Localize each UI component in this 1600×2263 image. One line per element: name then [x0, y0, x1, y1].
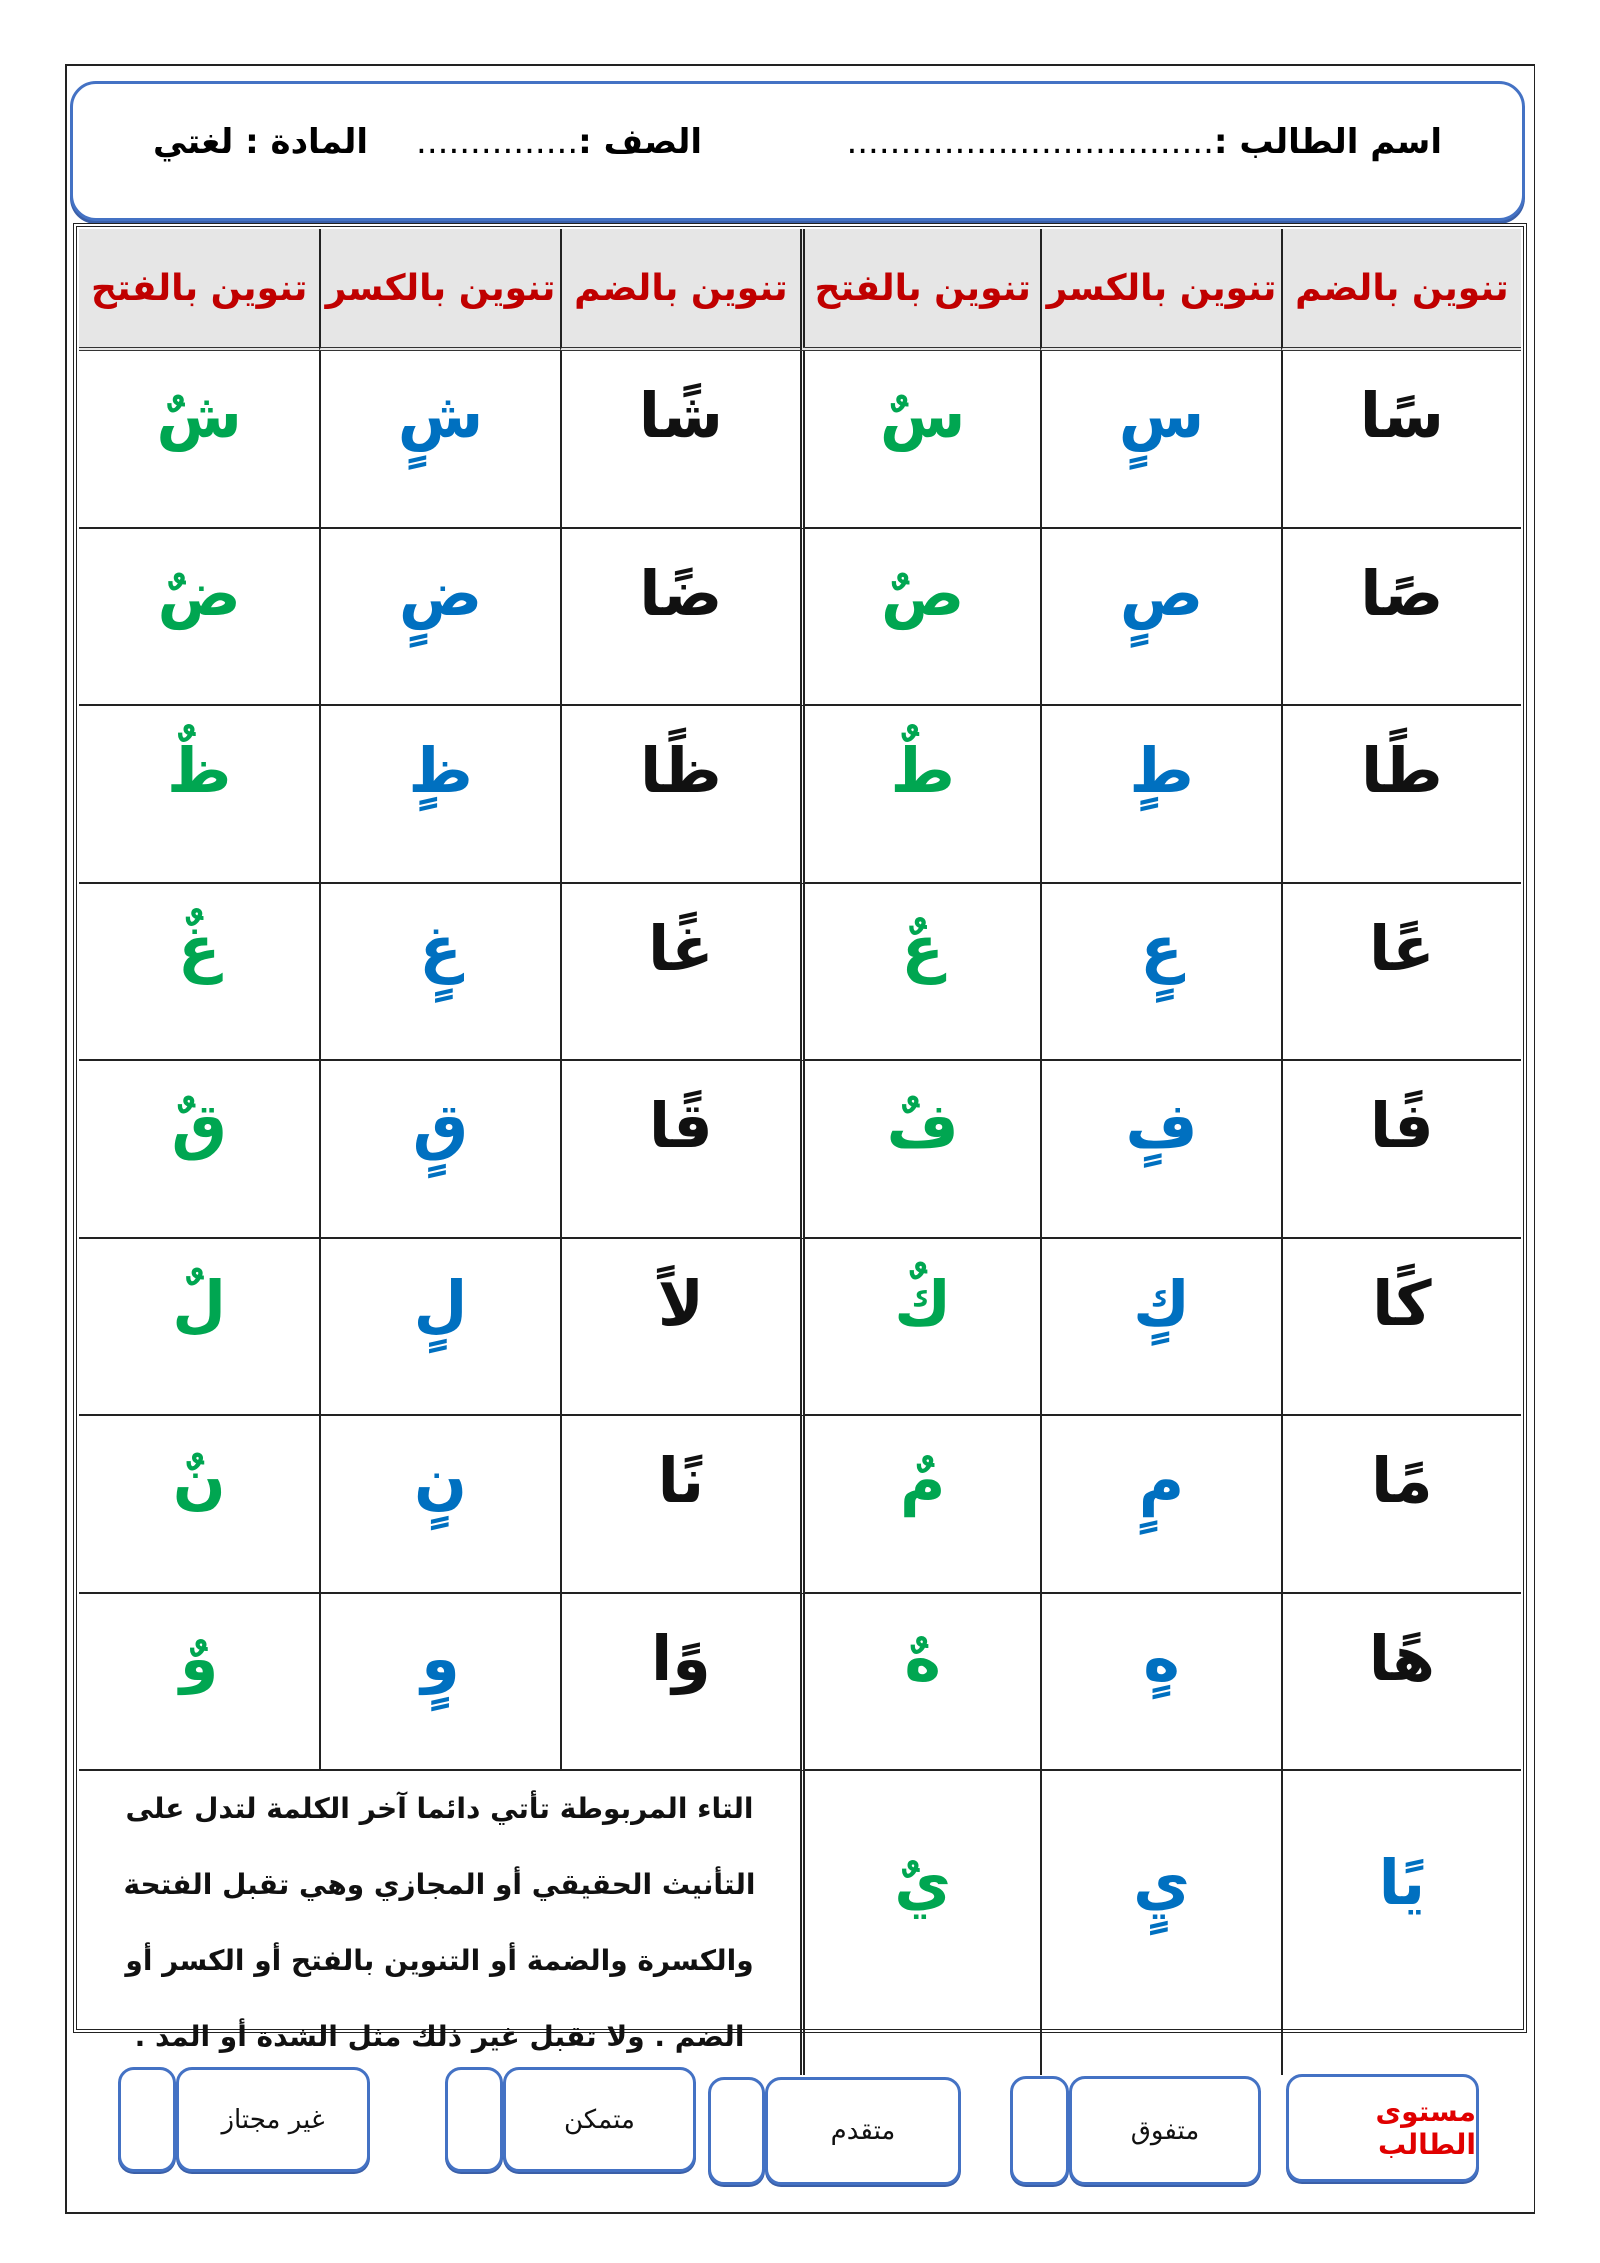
letter-cell: ضٌ: [79, 529, 319, 707]
letter-cell: غٍ: [319, 884, 559, 1062]
student-name-label: اسم الطالب :: [1213, 122, 1442, 162]
column-header: تنوين بالفتح: [79, 229, 319, 351]
letter-cell: لٌ: [79, 1239, 319, 1417]
letter-cell: صٌ: [800, 529, 1040, 707]
letter-cell: مًا: [1281, 1416, 1521, 1594]
letter-cell: ضًا: [560, 529, 800, 707]
letter-cell: نٌ: [79, 1416, 319, 1594]
level-label-advanced: متقدم: [765, 2077, 961, 2185]
letter-cell: سٍ: [1040, 351, 1280, 529]
letter-cell: مٍ: [1040, 1416, 1280, 1594]
student-name-blank[interactable]: ..................................: [846, 122, 1214, 162]
letter-cell: قًا: [560, 1061, 800, 1239]
column-header: تنوين بالضم: [560, 229, 800, 351]
letter-cell: صًا: [1281, 529, 1521, 707]
level-label-proficient: متمكن: [503, 2067, 696, 2172]
letter-cell: مٌ: [800, 1416, 1040, 1594]
letter-cell: قٍ: [319, 1061, 559, 1239]
letter-cell: لٍ: [319, 1239, 559, 1417]
level-checkbox-advanced[interactable]: [708, 2077, 765, 2185]
letter-cell: ظًا: [560, 706, 800, 884]
letter-cell: شٍ: [319, 351, 559, 529]
letter-cell: يٍ: [1040, 1771, 1280, 2075]
letter-cell: طًا: [1281, 706, 1521, 884]
letter-cell: عًا: [1281, 884, 1521, 1062]
letter-cell: هٍ: [1040, 1594, 1280, 1772]
letter-cell: يًا: [1281, 1771, 1521, 2075]
student-name-field[interactable]: [846, 122, 1442, 162]
letter-cell: ظٍ: [319, 706, 559, 884]
subject-field: [153, 122, 368, 162]
letter-cell: صٍ: [1040, 529, 1280, 707]
letter-cell: نٍ: [319, 1416, 559, 1594]
level-label-excellent: متفوق: [1069, 2076, 1261, 2185]
letter-cell: فٌ: [800, 1061, 1040, 1239]
level-checkbox-excellent[interactable]: [1010, 2076, 1069, 2185]
letter-cell: غٌ: [79, 884, 319, 1062]
letter-cell: فٍ: [1040, 1061, 1280, 1239]
letter-cell: كًا: [1281, 1239, 1521, 1417]
letter-cell: شًا: [560, 351, 800, 529]
level-label-not-passed: غير مجتاز: [176, 2067, 370, 2172]
letter-cell: كٌ: [800, 1239, 1040, 1417]
letter-cell: عٍ: [1040, 884, 1280, 1062]
level-checkbox-not-passed[interactable]: [118, 2067, 176, 2172]
class-blank[interactable]: ...............: [416, 122, 579, 162]
letter-cell: غًا: [560, 884, 800, 1062]
letter-cell: وًا: [560, 1594, 800, 1772]
letter-cell: يٌ: [800, 1771, 1040, 2075]
letter-cell: شٌ: [79, 351, 319, 529]
letter-cell: وٍ: [319, 1594, 559, 1772]
letter-cell: عٌ: [800, 884, 1040, 1062]
column-header: تنوين بالكسر: [319, 229, 559, 351]
letter-cell: سًا: [1281, 351, 1521, 529]
subject-value: لغتي: [153, 122, 234, 162]
letter-cell: فًا: [1281, 1061, 1521, 1239]
letter-cell: ضٍ: [319, 529, 559, 707]
letter-cell: ظٌ: [79, 706, 319, 884]
letter-cell: طٍ: [1040, 706, 1280, 884]
tanween-table: [73, 223, 1527, 2053]
letter-cell: وٌ: [79, 1594, 319, 1772]
letter-cell: كٍ: [1040, 1239, 1280, 1417]
student-info-box: [70, 81, 1525, 221]
column-header: تنوين بالفتح: [800, 229, 1040, 351]
taa-marbuta-note: التاء المربوطة تأتي دائما آخر الكلمة لتدل على التأنيث الحقيقي أو المجازي وهي تقبل الفتحة والكسرة والضمة أو التنوين بالفتح أو الكسر أو الضم . ولا تقبل غير ذلك مثل الشدة أو المد .: [123, 1792, 756, 2053]
class-field[interactable]: [416, 122, 702, 162]
tanween-grid: [79, 229, 1521, 2053]
level-checkbox-proficient[interactable]: [445, 2067, 503, 2172]
letter-cell: هًا: [1281, 1594, 1521, 1772]
subject-label: المادة :: [245, 122, 369, 162]
class-label: الصف :: [578, 122, 702, 162]
column-header: تنوين بالكسر: [1040, 229, 1280, 351]
student-level-title: مستوى الطالب: [1286, 2074, 1479, 2182]
letter-cell: قٌ: [79, 1061, 319, 1239]
letter-cell: هٌ: [800, 1594, 1040, 1772]
letter-cell: طٌ: [800, 706, 1040, 884]
letter-cell: لاً: [560, 1239, 800, 1417]
letter-cell: نًا: [560, 1416, 800, 1594]
letter-cell: سٌ: [800, 351, 1040, 529]
column-header: تنوين بالضم: [1281, 229, 1521, 351]
